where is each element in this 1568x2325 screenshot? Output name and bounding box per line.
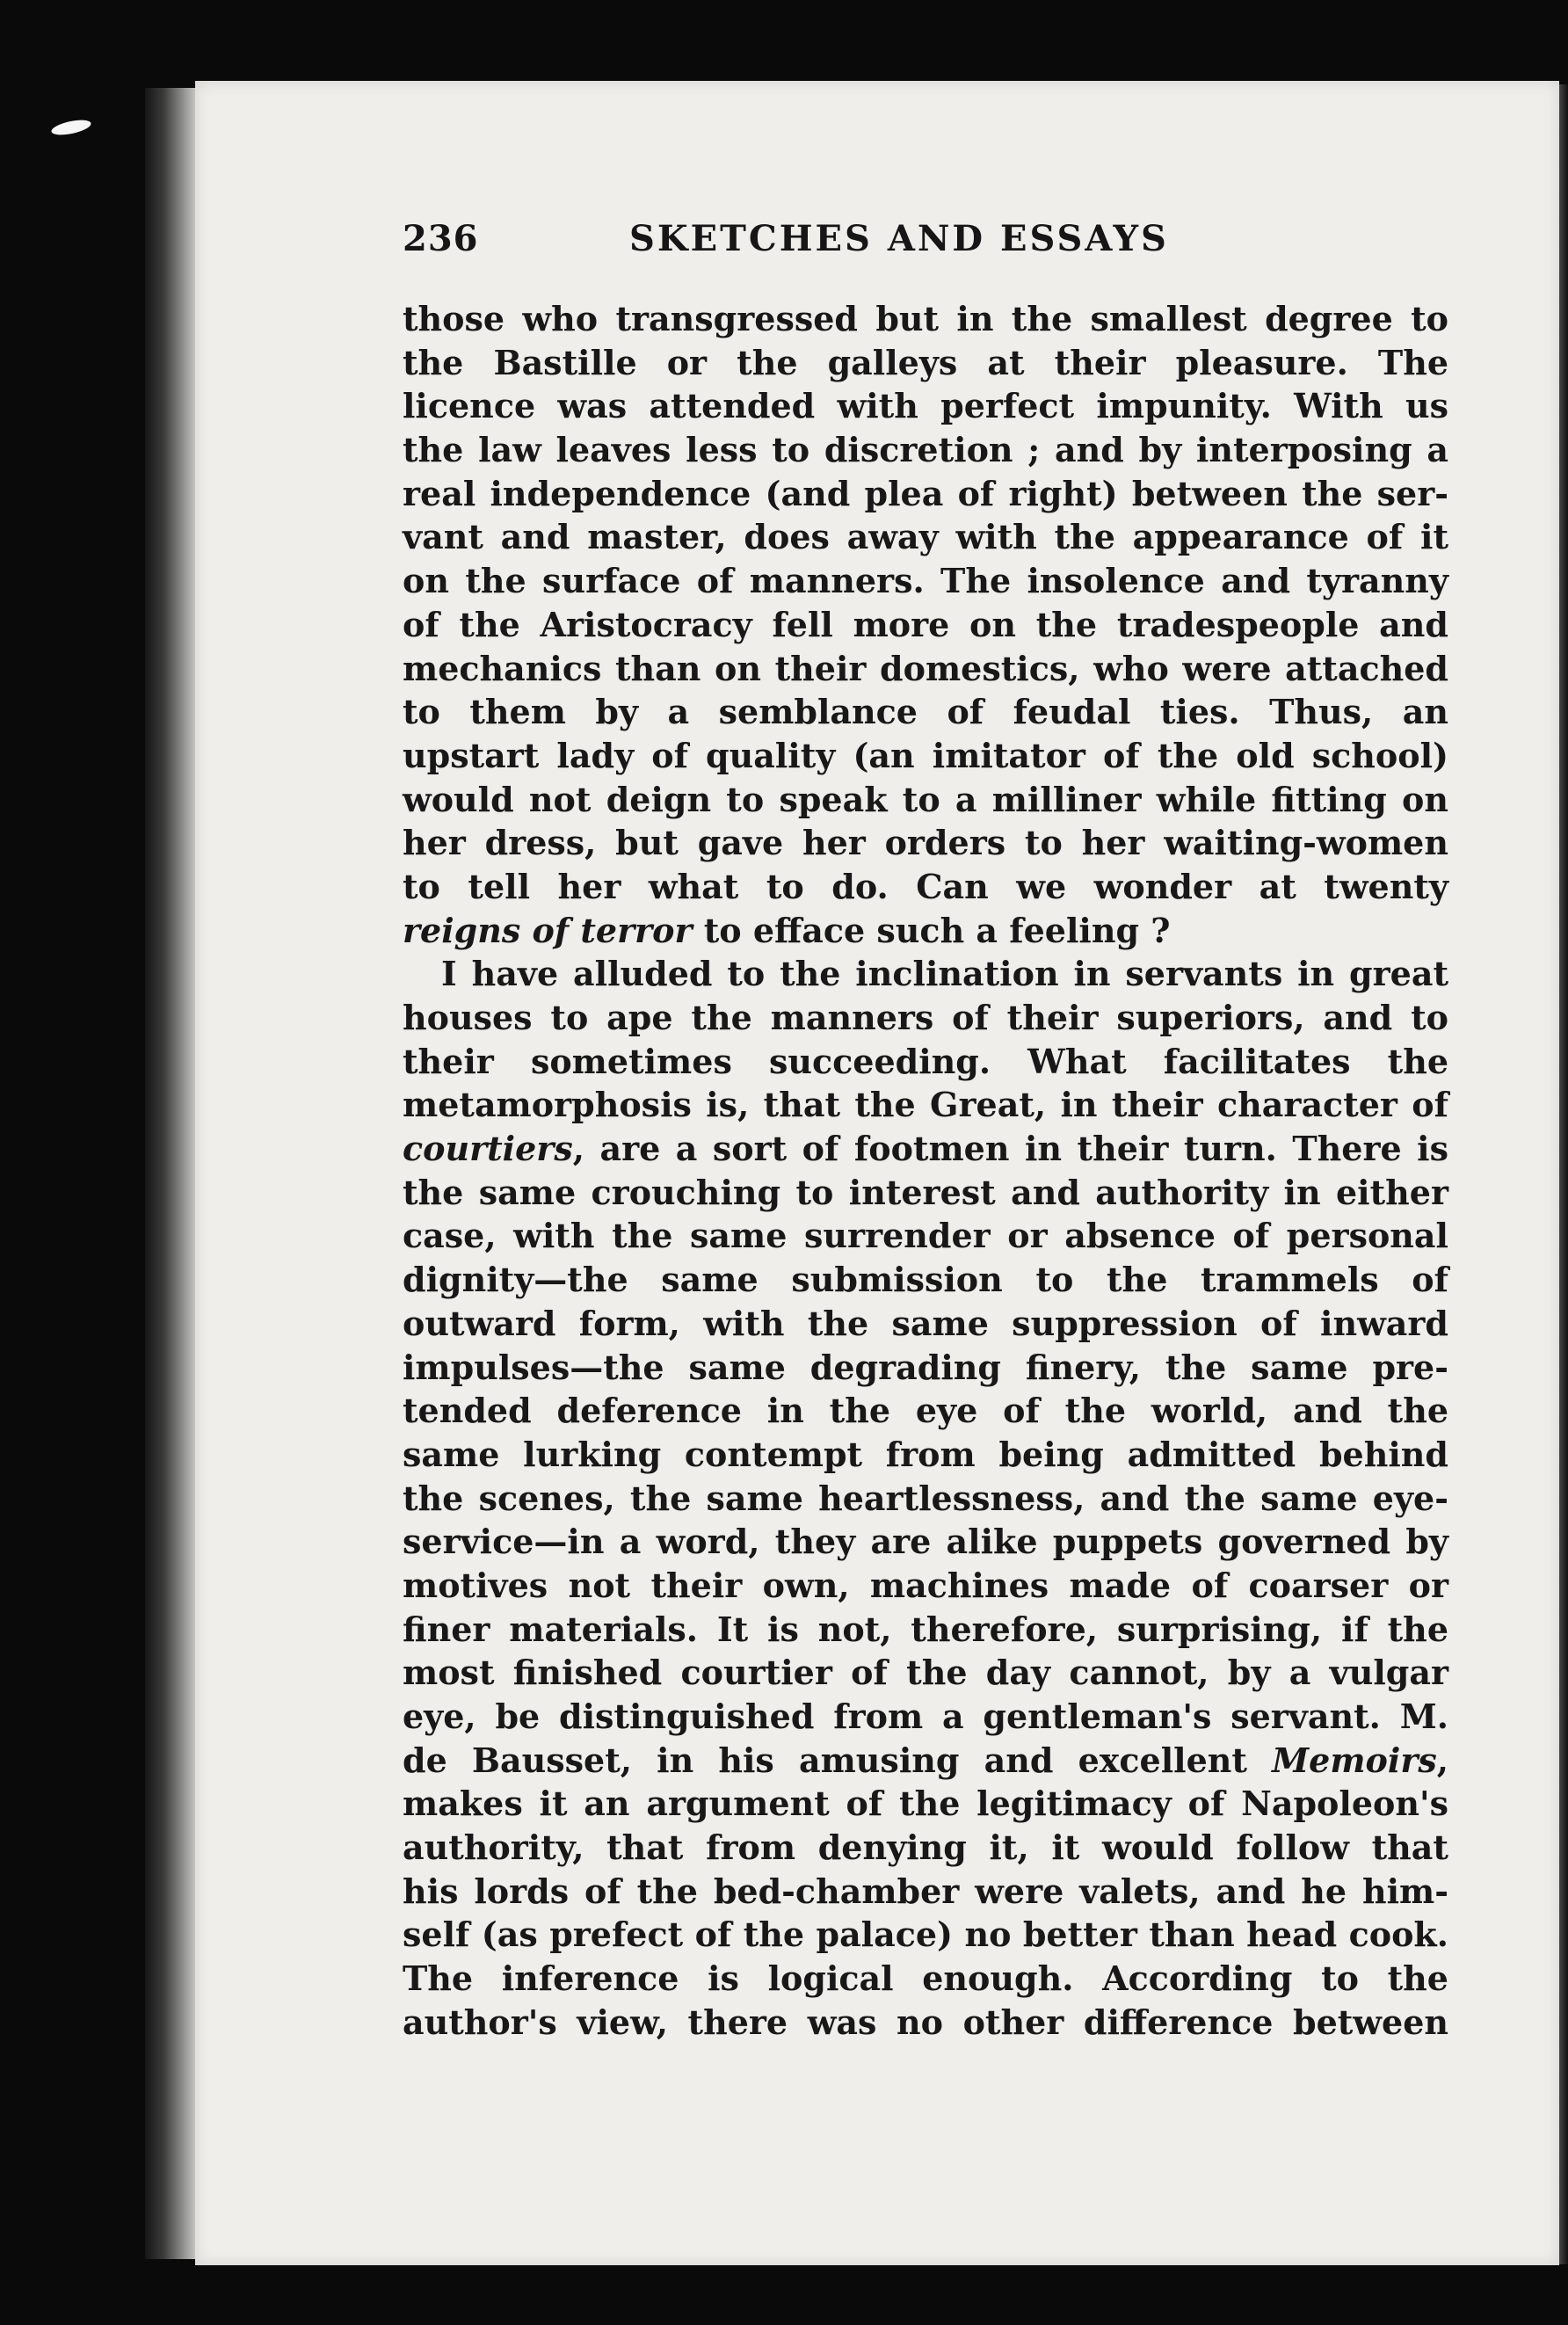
text-line: [403, 778, 1448, 822]
text-segment: to them by a semblance of feudal ties. Thus, an: [403, 692, 1448, 732]
text-line: [403, 515, 1448, 559]
text-line: [403, 1346, 1448, 1390]
text-line: [403, 821, 1448, 865]
text-line: [403, 1739, 1448, 1783]
text-line: [403, 1127, 1448, 1171]
text-segment: upstart lady of quality (an imitator of the old school): [403, 735, 1448, 775]
text-segment: authority, that from denying it, it would follow that: [403, 1827, 1448, 1868]
text-segment: on the surface of manners. The insolence and tyranny: [403, 561, 1448, 601]
text-segment: the law leaves less to discretion ; and by interposing a: [403, 430, 1448, 470]
text-segment: makes it an argument of the legitimacy of Napoleon's: [403, 1784, 1448, 1824]
text-line: [403, 1913, 1448, 1957]
page-header: [403, 218, 1448, 271]
text-line: [403, 865, 1448, 909]
text-line: [403, 1608, 1448, 1652]
book-gutter: [145, 88, 198, 2259]
text-line: [403, 472, 1448, 516]
text-segment: dignity—the same submission to the trammels of: [403, 1260, 1448, 1300]
italic-phrase: reigns of terror: [403, 910, 693, 950]
italic-phrase: courtiers: [403, 1129, 573, 1169]
text-line: [403, 1171, 1448, 1215]
text-line: [403, 297, 1448, 341]
text-segment: licence was attended with perfect impunity. With us: [403, 386, 1448, 426]
text-segment: ,: [1436, 1740, 1448, 1780]
text-segment: the Bastille or the galleys at their pleasure. The: [403, 342, 1448, 382]
text-line: [403, 734, 1448, 778]
text-line: [403, 996, 1448, 1040]
text-segment: real independence (and plea of right) between the ser-: [403, 473, 1448, 513]
text-line: [403, 1564, 1448, 1608]
text-segment: service—in a word, they are alike puppets governed by: [403, 1522, 1448, 1562]
text-segment: mechanics than on their domestics, who were attached: [403, 648, 1448, 688]
text-line: [403, 1433, 1448, 1477]
text-line: [403, 1258, 1448, 1302]
text-segment: metamorphosis is, that the Great, in their character of: [403, 1085, 1448, 1125]
text-segment: , are a sort of footmen in their turn. There is: [572, 1129, 1448, 1169]
text-line: [403, 1214, 1448, 1258]
text-segment: houses to ape the manners of their superiors, and to: [403, 998, 1448, 1037]
text-segment: same lurking contempt from being admitted behind: [403, 1434, 1448, 1474]
text-line: [403, 647, 1448, 691]
text-segment: would not deign to speak to a milliner while fitting on: [403, 779, 1448, 819]
text-line: [403, 2001, 1448, 2045]
text-line: [403, 1695, 1448, 1739]
text-line: [403, 1389, 1448, 1433]
text-segment: finer materials. It is not, therefore, surprising, if the: [403, 1609, 1448, 1649]
text-line: [403, 1083, 1448, 1127]
text-line: [403, 1957, 1448, 2001]
text-segment: self (as prefect of the palace) no better than head cook.: [403, 1914, 1448, 1955]
text-line: [403, 1870, 1448, 1914]
text-segment: those who transgressed but in the smallest degree to: [403, 299, 1448, 338]
text-line: [403, 1040, 1448, 1084]
text-line: [403, 1477, 1448, 1521]
text-segment: vant and master, does away with the appearance of it: [403, 517, 1448, 557]
body-text: [403, 297, 1448, 2045]
text-segment: The inference is logical enough. According to the: [403, 1958, 1448, 1999]
text-segment: to efface such a feeling ?: [692, 910, 1171, 950]
text-segment: his lords of the bed-chamber were valets, and he him-: [403, 1871, 1448, 1911]
text-segment: their sometimes succeeding. What facilitates the: [403, 1041, 1448, 1081]
text-segment: eye, be distinguished from a gentleman's servant. M.: [403, 1697, 1448, 1736]
text-line: [403, 341, 1448, 385]
text-line: [403, 1302, 1448, 1346]
text-line: [403, 952, 1448, 996]
text-segment: case, with the same surrender or absence of personal: [403, 1216, 1448, 1256]
text-line: [403, 559, 1448, 603]
text-segment: outward form, with the same suppression of inward: [403, 1303, 1448, 1343]
text-line: [403, 384, 1448, 428]
text-line: [403, 1651, 1448, 1695]
text-line: [403, 1782, 1448, 1826]
running-title: SKETCHES AND ESSAYS: [629, 218, 1169, 259]
text-segment: I have alluded to the inclination in servants in great: [441, 954, 1448, 994]
text-segment: most finished courtier of the day cannot, by a vulgar: [403, 1653, 1448, 1693]
text-line: [403, 690, 1448, 734]
text-segment: the same crouching to interest and authority in either: [403, 1172, 1448, 1212]
text-segment: to tell her what to do. Can we wonder at twenty: [403, 866, 1448, 906]
text-segment: of the Aristocracy fell more on the tradespeople and: [403, 604, 1448, 644]
text-segment: author's view, there was no other difference between: [403, 2002, 1448, 2042]
text-segment: her dress, but gave her orders to her waiting-women: [403, 823, 1448, 863]
page-number: 236: [403, 218, 479, 259]
text-segment: tended deference in the eye of the world, and the: [403, 1391, 1448, 1431]
text-segment: impulses—the same degrading finery, the same pre-: [403, 1347, 1448, 1387]
italic-phrase: Memoirs: [1272, 1740, 1437, 1780]
text-line: [403, 909, 1448, 953]
text-line: [403, 428, 1448, 472]
text-line: [403, 1826, 1448, 1870]
text-segment: de Bausset, in his amusing and excellent: [403, 1740, 1273, 1780]
text-segment: the scenes, the same heartlessness, and the same eye-: [403, 1478, 1448, 1518]
text-line: [403, 603, 1448, 647]
text-segment: motives not their own, machines made of coarser or: [403, 1565, 1448, 1605]
text-line: [403, 1520, 1448, 1564]
